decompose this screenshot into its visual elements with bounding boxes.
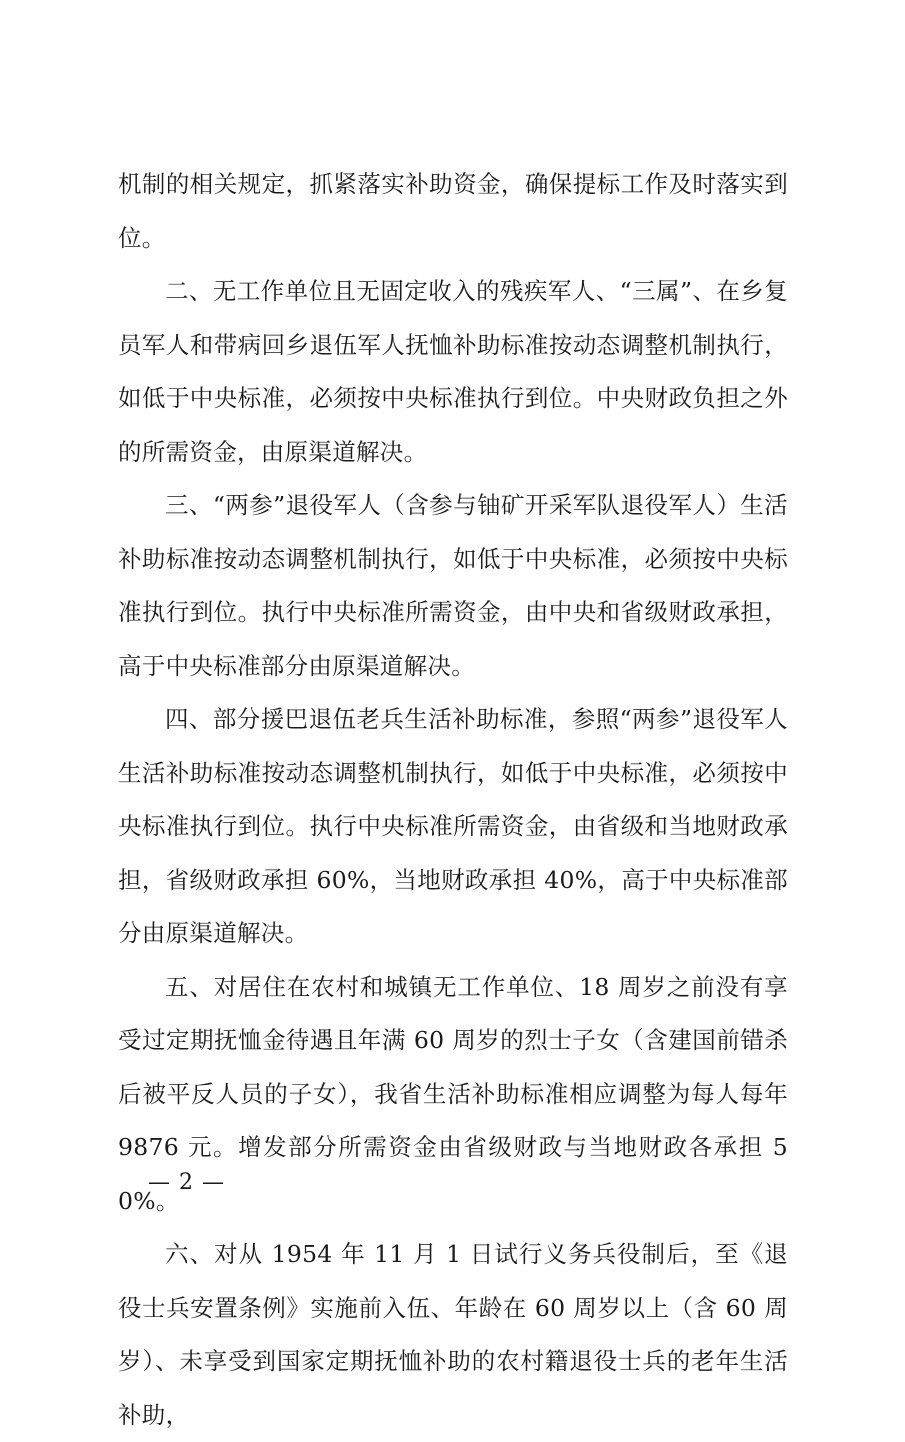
paragraph-continuation: 机制的相关规定，抓紧落实补助资金，确保提标工作及时落实到位。: [118, 170, 788, 252]
body-text: [118, 158, 788, 1442]
paragraph-item-6: 六、对从 1954 年 11 月 1 日试行义务兵役制后，至《退役士兵安置条例》实施前入伍、年龄在 60 周岁以上（含 60 周岁）、未享受到国家定期抚恤补助的农村籍退役士兵的老年生活补助，: [118, 1240, 788, 1429]
paragraph-item-4: 四、部分援巴退伍老兵生活补助标准，参照“两参”退役军人生活补助标准按动态调整机制执行，如低于中央标准，必须按中央标准执行到位。执行中央标准所需资金，由省级和当地财政承担，省级财政承担 60%，当地财政承担 40%，高于中央标准部分由原渠道解决。: [118, 705, 788, 947]
paragraph-item-2: 二、无工作单位且无固定收入的残疾军人、“三属”、在乡复员军人和带病回乡退伍军人抚恤补助标准按动态调整机制执行，如低于中央标准，必须按中央标准执行到位。中央财政负担之外的所需资金，由原渠道解决。: [118, 277, 788, 466]
paragraph-item-3: 三、“两参”退役军人（含参与铀矿开采军队退役军人）生活补助标准按动态调整机制执行，如低于中央标准，必须按中央标准执行到位。执行中央标准所需资金，由中央和省级财政承担，高于中央标准部分由原渠道解决。: [118, 491, 788, 680]
page-number: — 2 —: [148, 1170, 225, 1195]
paragraph-item-5: 五、对居住在农村和城镇无工作单位、18 周岁之前没有享受过定期抚恤金待遇且年满 60 周岁的烈士子女（含建国前错杀后被平反人员的子女），我省生活补助标准相应调整为每人每年 9876 元。增发部分所需资金由省级财政与当地财政各承担 50%。: [118, 972, 788, 1215]
